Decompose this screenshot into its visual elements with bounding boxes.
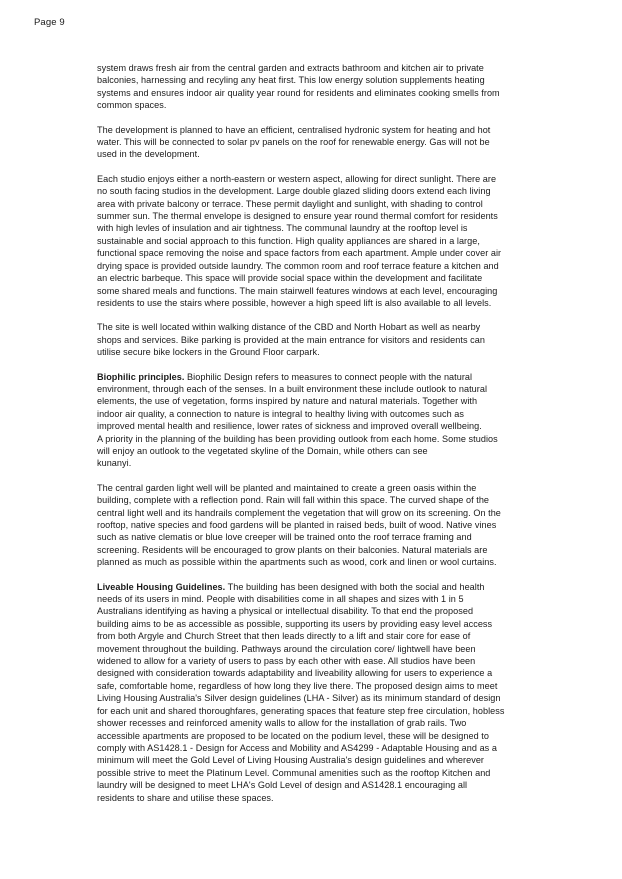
text-line: functional space removing the noise and space factors from each apartment. Ample under cover air: [97, 248, 502, 259]
text-line: residents to share and utilise these spaces.: [97, 792, 274, 803]
paragraph: [97, 581, 563, 804]
text-line: The site is well located within walking distance of the CBD and North Hobart as well as nearby: [97, 322, 481, 333]
text-line: sustainable and social approach to this function. High quality appliances are shared in a large,: [97, 235, 480, 246]
text-line: improved mental health and resilience, lower rates of sickness and improved overall wellbeing.: [97, 421, 482, 432]
text-line: The development is planned to have an efficient, centralised hydronic system for heating and hot: [97, 124, 491, 135]
text-line: Australians identifying as having a physical or intellectual disability. To that end the proposed: [97, 606, 474, 617]
text-line: used in the development.: [97, 149, 200, 160]
text-line: Biophilic Design refers to measures to connect people with the natural: [184, 371, 473, 382]
text-line: from both Argyle and Church Street that then leads directly to a lift and stair core for ease of: [97, 631, 471, 642]
paragraph: [97, 62, 563, 112]
text-line: safe, comfortable home, regardless of how long they live there. The proposed design aims to meet: [97, 680, 498, 691]
text-line: minimum will meet the Gold Level of Living Housing Australia's design guidelines and wherever: [97, 755, 485, 766]
text-line: systems and ensures indoor air quality year round for residents and eliminates cooking smells from: [97, 87, 500, 98]
text-line: balconies, harnessing and recyling any heat first. This low energy solution supplements heating: [97, 75, 485, 86]
text-line: screening. Residents will be encouraged to grow plants on their balconies. Natural materials are: [97, 544, 488, 555]
text-line: no south facing studios in the development. Large double glazed sliding doors extend each living: [97, 186, 491, 197]
text-line: The central garden light well will be planted and maintained to create a green oasis within the: [97, 482, 477, 493]
text-line: utilise secure bike lockers in the Ground Floor carpark.: [97, 347, 320, 358]
text-line: common spaces.: [97, 100, 167, 111]
page-number: Page 9: [34, 17, 65, 28]
paragraph: [97, 321, 563, 358]
document-body: [97, 62, 563, 816]
text-line: building aims to be as accessible as possible, supporting its users by providing easy level access: [97, 618, 493, 629]
text-line: comply with AS1428.1 - Design for Access and Mobility and AS4299 - Adaptable Housing and as a: [97, 742, 497, 753]
text-line: will enjoy an outlook to the vegetated skyline of the Domain, while others can see: [97, 445, 428, 456]
text-line: accessible apartments are proposed to be located on the podium level, these will be designed to: [97, 730, 489, 741]
text-line: shops and services. Bike parking is provided at the main entrance for visitors and residents can: [97, 334, 485, 345]
text-line: some shared meals and functions. The main stairwell features windows at each level, encouraging: [97, 285, 498, 296]
paragraph: [97, 482, 563, 569]
text-line: area with private balcony or terrace. These permit daylight and sunlight, with shading to control: [97, 198, 483, 209]
paragraph-heading: Biophilic principles.: [97, 371, 185, 382]
text-line: elements, the use of vegetation, forms inspired by nature and natural materials. Together with: [97, 396, 478, 407]
text-line: The building has been designed with both the social and health: [225, 581, 485, 592]
text-line: environment, through each of the senses. In a built environment these include outlook to natural: [97, 383, 488, 394]
paragraph: [97, 371, 563, 470]
text-line: for each unit and shared thoroughfares, generating spaces that feature step free circulation, hobless: [97, 705, 505, 716]
text-line: movement throughout the building. Pathways around the circulation core/ lightwell have been: [97, 643, 476, 654]
paragraph-heading: Liveable Housing Guidelines.: [97, 581, 226, 592]
text-line: A priority in the planning of the building has been providing outlook from each home. Some studios: [97, 433, 498, 444]
text-line: rooftop, native species and food gardens will be planted in raised beds, built of wood. Native vines: [97, 520, 497, 530]
text-line: designed with consideration towards adaptability and liveability allowing for users to experience a: [97, 668, 493, 679]
text-line: Each studio enjoys either a north-eastern or western aspect, allowing for direct sunlight. There are: [97, 173, 497, 184]
text-line: system draws fresh air from the central garden and extracts bathroom and kitchen air to private: [97, 63, 484, 73]
text-line: such as native clematis or blue love creeper will be trained onto the roof terrace framing and: [97, 532, 472, 543]
paragraph: [97, 173, 563, 309]
text-line: Living Housing Australia's Silver design guidelines (LHA - Silver) as its minimum standard of design: [97, 693, 501, 704]
text-line: an electric barbeque. This space will provide social space within the development and facilitate: [97, 273, 483, 284]
text-line: residents to use the stairs where possible, however a high speed lift is also available to all levels.: [97, 297, 492, 308]
paragraph: [97, 124, 563, 161]
text-line: needs of its users in mind. People with disabilities come in all shapes and sizes with 1 in 5: [97, 594, 464, 605]
text-line: widened to allow for a variety of users to pass by each other with ease. All studios have been: [97, 656, 476, 667]
text-line: indoor air quality, a connection to nature is integral to healthy living with outcomes such as: [97, 408, 464, 419]
text-line: possible strive to meet the Platinum Level. Communal amenities such as the rooftop Kitchen and: [97, 767, 491, 778]
text-line: kunanyi.: [97, 458, 132, 469]
text-line: with high levles of insulation and air tightness. The communal laundry at the rooftop level is: [97, 223, 468, 234]
text-line: shower recesses and reinforced amenity walls to allow for the installation of grab rails. Two: [97, 718, 467, 729]
text-line: planned as much as possible within the apartments such as wood, cork and linen or wool curtains.: [97, 557, 497, 568]
text-line: laundry will be designed to meet LHA's Gold Level of design and AS1428.1 encouraging all: [97, 780, 468, 791]
text-line: building, complete with a reflection pond. Rain will fall within this space. The curved shape of the: [97, 495, 490, 506]
text-line: summer sun. The thermal envelope is designed to ensure year round thermal comfort for residents: [97, 211, 498, 222]
text-line: water. This will be connected to solar pv panels on the roof for renewable energy. Gas will not be: [97, 137, 490, 148]
text-line: drying space is provided outside laundry. The common room and roof terrace feature a kitchen and: [97, 260, 499, 271]
text-line: central light well and its handrails complement the vegetation that will grow on its screening. On the: [97, 507, 501, 518]
